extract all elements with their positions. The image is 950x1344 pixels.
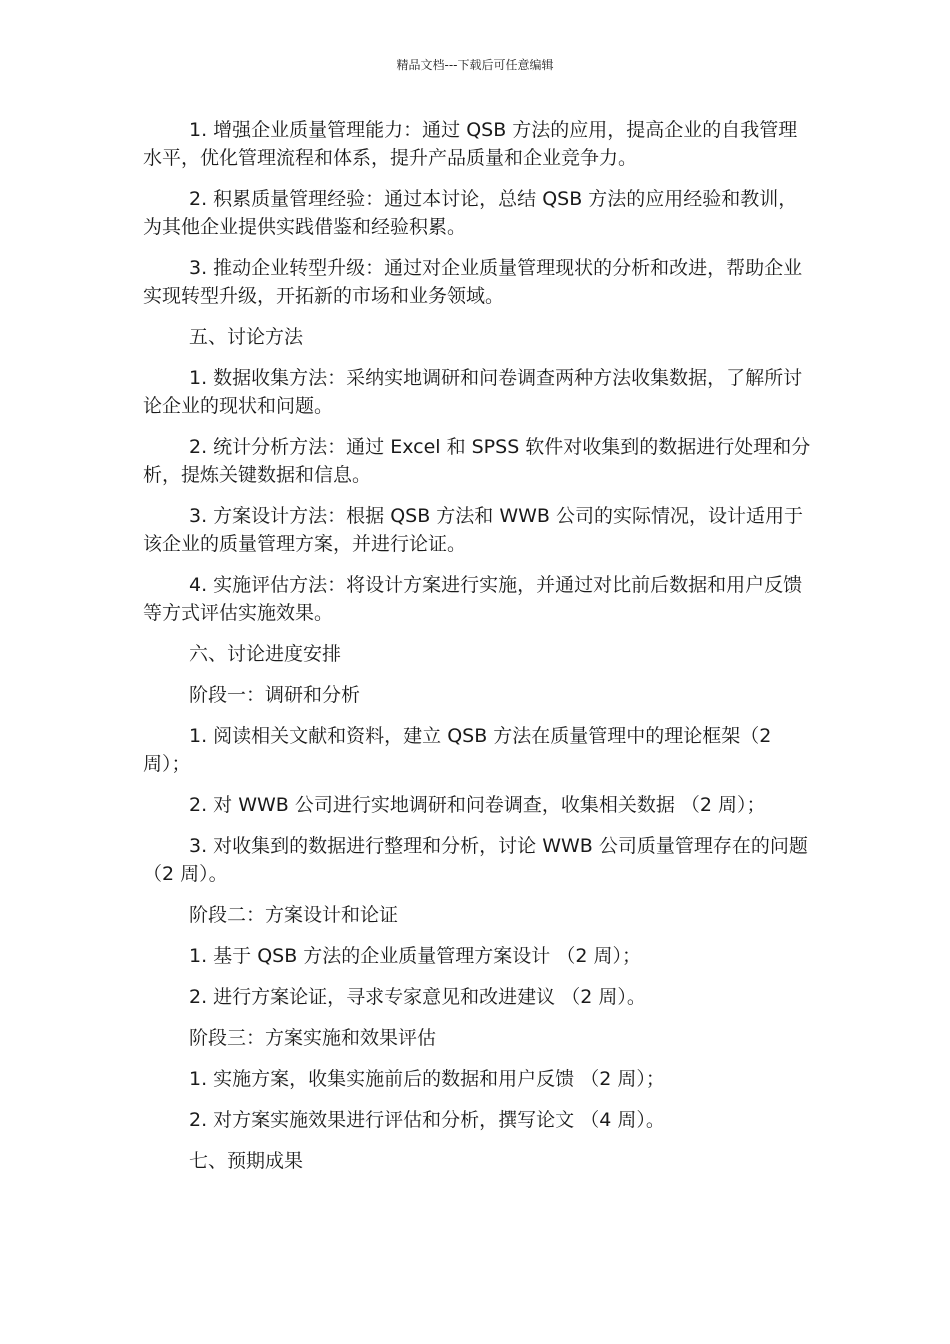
paragraph-method-4: 4. 实施评估方法：将设计方案进行实施，并通过对比前后数据和用户反馈等方式评估实施效果。 [143,574,803,624]
document-body [143,116,815,1188]
section-heading-outcomes: 七、预期成果 [189,1150,304,1172]
paragraph-stage2-item-2: 2. 进行方案论证，寻求专家意见和改进建议 （2 周）。 [189,986,646,1008]
section-heading-schedule: 六、讨论进度安排 [189,643,342,665]
paragraph-method-2: 2. 统计分析方法：通过 Excel 和 SPSS 软件对收集到的数据进行处理和分析，提炼关键数据和信息。 [143,436,811,486]
paragraph-stage1-item-3: 3. 对收集到的数据进行整理和分析，讨论 WWB 公司质量管理存在的问题 （2 周）。 [143,835,808,885]
paragraph-method-3: 3. 方案设计方法：根据 QSB 方法和 WWB 公司的实际情况，设计适用于该企业的质量管理方案，并进行论证。 [143,505,803,555]
paragraph-stage2-item-1: 1. 基于 QSB 方法的企业质量管理方案设计 （2 周）； [189,945,641,967]
paragraph-stage1-item-1: 1. 阅读相关文献和资料，建立 QSB 方法在质量管理中的理论框架（2 周）； [143,725,772,775]
paragraph-goal-2: 2. 积累质量管理经验：通过本讨论，总结 QSB 方法的应用经验和教训，为其他企业提供实践借鉴和经验积累。 [143,188,798,238]
paragraph-stage3-item-1: 1. 实施方案，收集实施前后的数据和用户反馈 （2 周）； [189,1068,665,1090]
stage-heading-3: 阶段三：方案实施和效果评估 [189,1027,437,1049]
paragraph-goal-1: 1. 增强企业质量管理能力：通过 QSB 方法的应用，提高企业的自我管理水平，优化管理流程和体系，提升产品质量和企业竞争力。 [143,119,798,169]
stage-heading-2: 阶段二：方案设计和论证 [189,904,399,926]
section-heading-methods: 五、讨论方法 [189,326,304,348]
stage-heading-1: 阶段一：调研和分析 [189,684,361,706]
paragraph-goal-3: 3. 推动企业转型升级：通过对企业质量管理现状的分析和改进，帮助企业实现转型升级，开拓新的市场和业务领域。 [143,257,803,307]
paragraph-stage1-item-2: 2. 对 WWB 公司进行实地调研和问卷调查，收集相关数据 （2 周）； [189,794,766,816]
page-header: 精品文档---下载后可任意编辑 [396,58,554,72]
paragraph-stage3-item-2: 2. 对方案实施效果进行评估和分析，撰写论文 （4 周）。 [189,1109,665,1131]
paragraph-method-1: 1. 数据收集方法：采纳实地调研和问卷调查两种方法收集数据，了解所讨论企业的现状和问题。 [143,367,803,417]
